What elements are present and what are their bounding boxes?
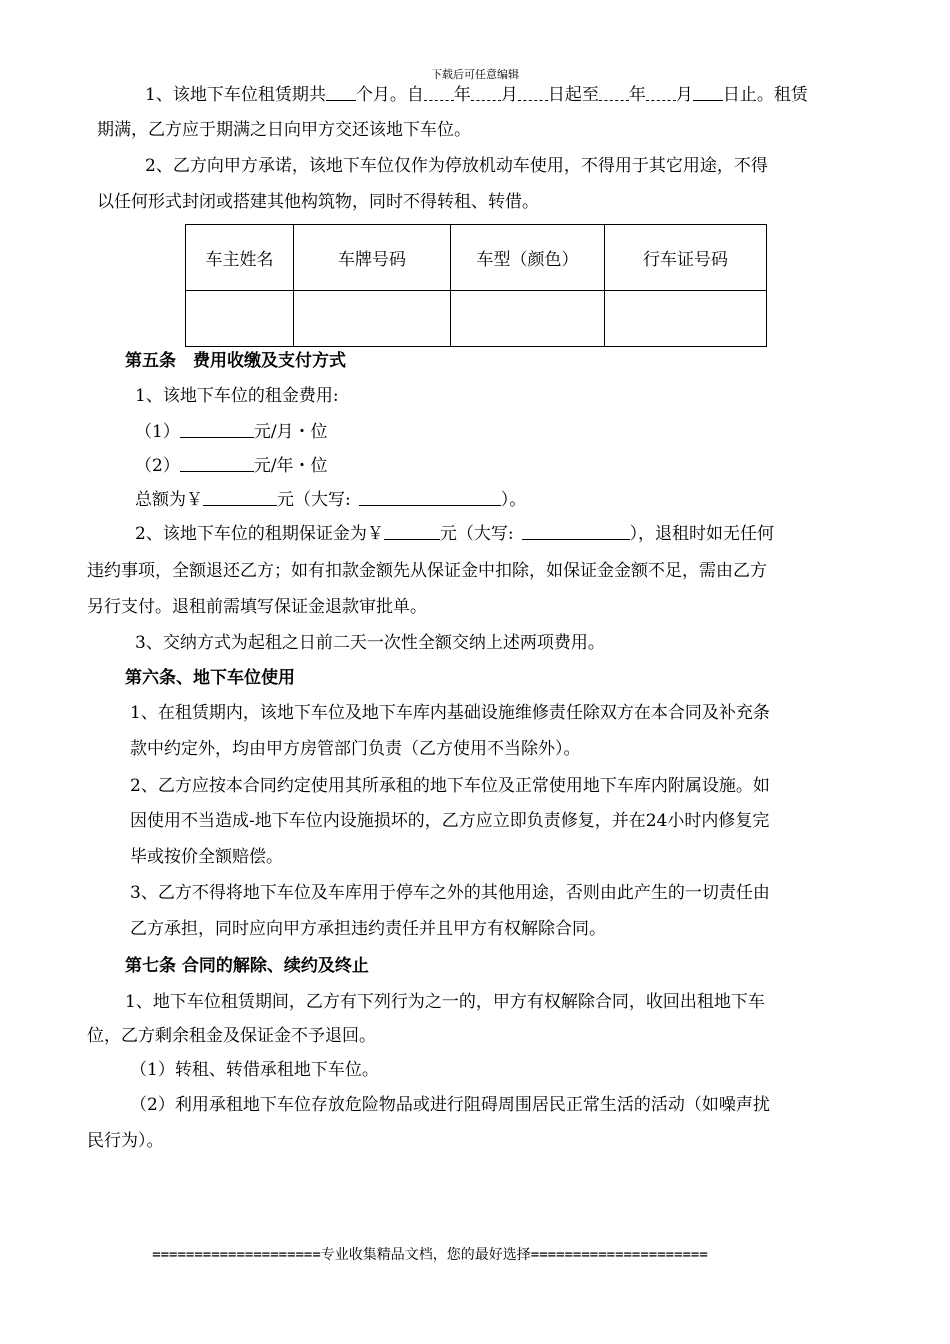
clause6-p1-line1: 1、在租赁期内，该地下车位及地下车库内基础设施维修责任除双方在本合同及补充条: [130, 703, 770, 723]
deposit-amount-blank: [384, 522, 440, 540]
clause4-p2-line1: 2、乙方向甲方承诺，该地下车位仅作为停放机动车使用，不得用于其它用途，不得: [145, 156, 768, 176]
header-owner-name: 车主姓名: [186, 225, 294, 291]
page-header-note: 下载后可任意编辑: [431, 68, 519, 81]
yearly-rent-blank: [180, 454, 254, 472]
clause5-p2-line1: 2、该地下车位的租期保证金为￥ 元（大写: ），退租时如无任何: [135, 524, 775, 544]
clause7-title: 第七条 合同的解除、续约及终止: [125, 956, 369, 976]
clause7-item2-line1: （2）利用承租地下车位存放危险物品或进行阻碍周围居民正常生活的活动（如噪声扰: [130, 1095, 770, 1115]
rent-option-yearly: （2） 元/年・位: [135, 456, 328, 476]
table-header-row: [186, 225, 767, 291]
owner-name-cell: [186, 291, 294, 347]
page-footer: ====================专业收集精品文档，您的最好选择=====================: [152, 1247, 708, 1263]
clause7-item2-line2: 民行为）。: [87, 1131, 164, 1151]
total-amount-words-blank: [359, 488, 501, 506]
start-month-blank: [471, 83, 501, 101]
start-day-blank: [518, 83, 548, 101]
deposit-words-blank: [522, 522, 630, 540]
months-blank: [326, 83, 356, 101]
end-year-blank: [599, 83, 629, 101]
monthly-rent-blank: [180, 420, 254, 438]
clause5-p3: 3、交纳方式为起租之日前二天一次性全额交纳上述两项费用。: [135, 633, 605, 653]
vehicle-info-table: [185, 224, 767, 347]
clause6-p3-line2: 乙方承担，同时应向甲方承担违约责任并且甲方有权解除合同。: [130, 919, 606, 939]
clause4-p1-line2: 期满，乙方应于期满之日向甲方交还该地下车位。: [97, 120, 471, 140]
clause6-p2-line3: 毕或按价全额赔偿。: [130, 847, 283, 867]
header-plate-number: 车牌号码: [294, 225, 451, 291]
clause5-title: 第五条 费用收缴及支付方式: [125, 351, 346, 371]
rent-option-monthly: （1） 元/月・位: [135, 422, 328, 442]
clause4-p2-line2: 以任何形式封闭或搭建其他构筑物，同时不得转租、转借。: [97, 192, 539, 212]
header-license-number: 行车证号码: [605, 225, 767, 291]
start-year-blank: [424, 83, 454, 101]
clause5-p2-line3: 另行支付。退租前需填写保证金退款审批单。: [87, 597, 427, 617]
car-model-cell: [451, 291, 605, 347]
end-day-blank: [693, 83, 723, 101]
clause5-p1: 1、该地下车位的租金费用:: [135, 386, 339, 406]
clause7-p1-line2: 位，乙方剩余租金及保证金不予退回。: [87, 1026, 376, 1046]
table-row: [186, 291, 767, 347]
clause6-p1-line2: 款中约定外，均由甲方房管部门负责（乙方使用不当除外）。: [130, 739, 581, 759]
total-amount-blank: [203, 488, 277, 506]
clause6-p3-line1: 3、乙方不得将地下车位及车库用于停车之外的其他用途，否则由此产生的一切责任由: [130, 883, 770, 903]
clause7-p1-line1: 1、地下车位租赁期间，乙方有下列行为之一的，甲方有权解除合同，收回出租地下车: [125, 992, 765, 1012]
license-number-cell: [605, 291, 767, 347]
clause5-p2-line2: 违约事项，全额退还乙方；如有扣款金额先从保证金中扣除，如保证金金额不足，需由乙方: [87, 561, 767, 581]
header-car-model-color: 车型（颜色）: [451, 225, 605, 291]
clause4-p1-line1: 1、该地下车位租赁期共 个月。自 年 月 日起至 年 月 日止。租赁: [145, 85, 808, 105]
total-amount-line: 总额为￥ 元（大写: ）。: [135, 490, 527, 510]
clause6-title: 第六条、地下车位使用: [125, 668, 295, 688]
plate-number-cell: [294, 291, 451, 347]
clause6-p2-line1: 2、乙方应按本合同约定使用其所承租的地下车位及正常使用地下车库内附属设施。如: [130, 776, 770, 796]
clause6-p2-line2: 因使用不当造成-地下车位内设施损坏的，乙方应立即负责修复，并在24小时内修复完: [130, 811, 770, 831]
end-month-blank: [646, 83, 676, 101]
clause7-item1: （1）转租、转借承租地下车位。: [130, 1060, 379, 1080]
